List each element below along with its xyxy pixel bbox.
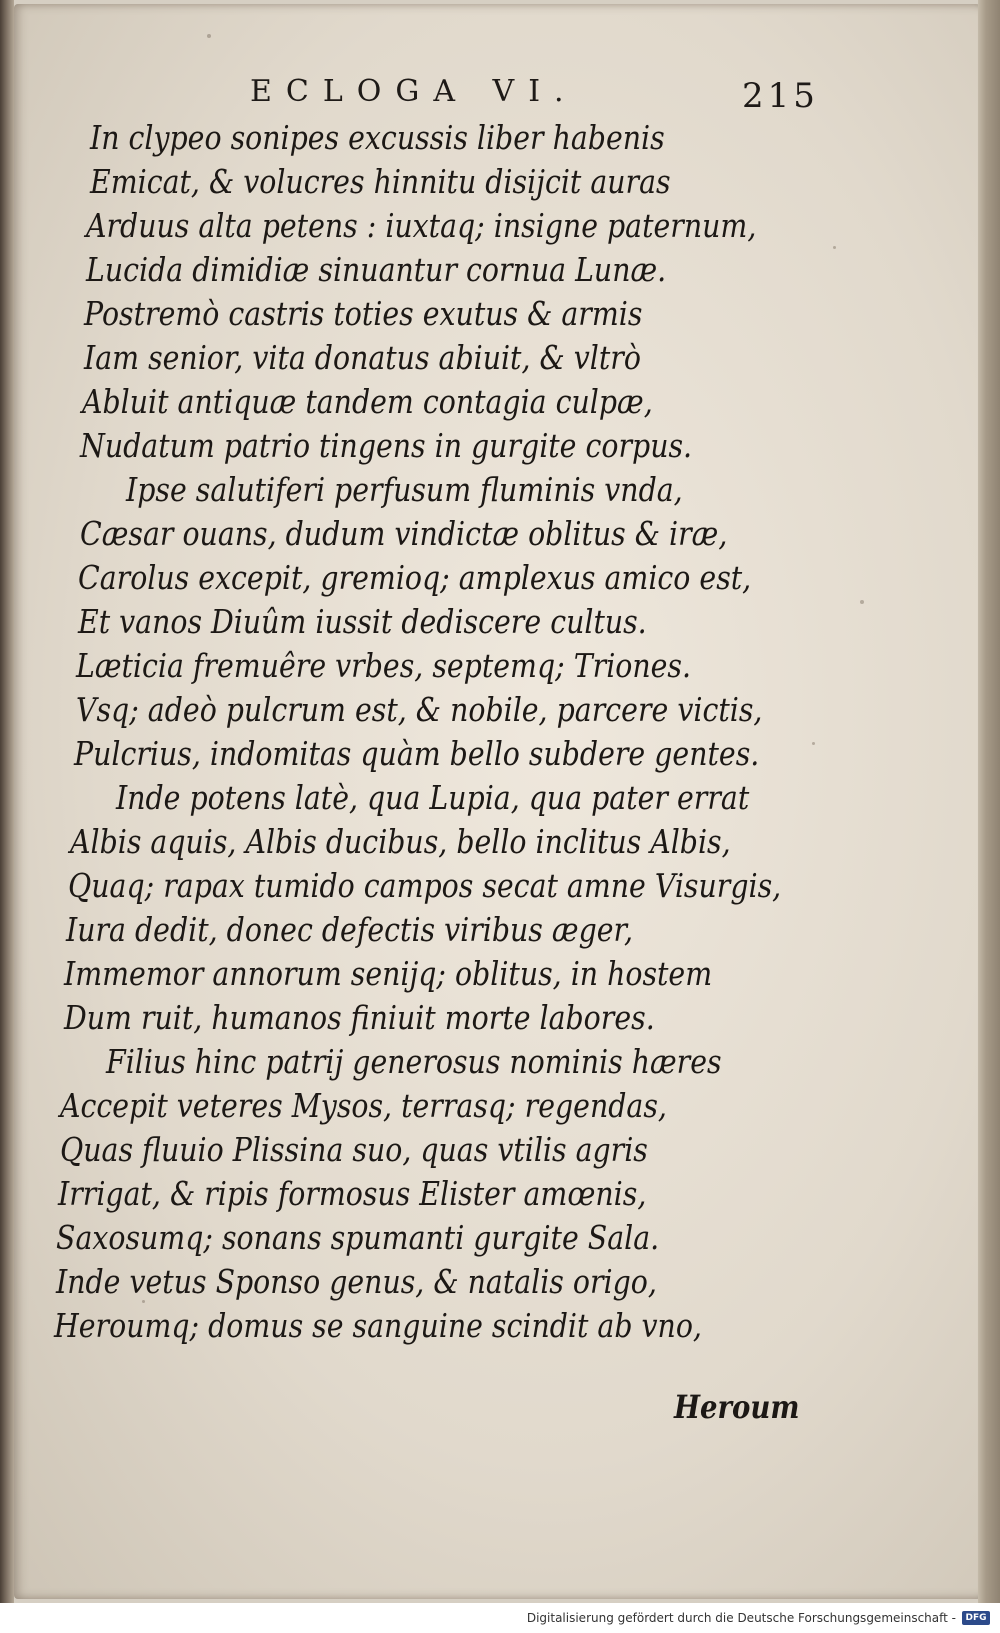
verse-line: Albis aquis, Albis ducibus, bello inclitus Albis,: [70, 822, 731, 861]
verse-line: Carolus excepit, gremioq; amplexus amico est,: [78, 558, 752, 597]
verse-line: Irrigat, & ripis formosus Elister amœnis,: [58, 1174, 647, 1213]
verse-line: Immemor annorum senijq; oblitus, in hostem: [64, 954, 713, 993]
verse-line: Cæsar ouans, dudum vindictæ oblitus & iræ,: [80, 514, 728, 553]
verse-line: In clypeo sonipes excussis liber habenis: [90, 118, 665, 157]
verse-line: Iura dedit, donec defectis viribus æger,: [66, 910, 634, 949]
verse-line: Accepit veteres Mysos, terrasq; regendas,: [60, 1086, 667, 1125]
verse-line: Lucida dimidiæ sinuantur cornua Lunæ.: [86, 250, 667, 289]
dfg-logo-text: DFG: [965, 1613, 987, 1623]
verse-line: Arduus alta petens : iuxtaq; insigne paternum,: [86, 206, 757, 245]
foxing-speck: [812, 742, 815, 745]
verse-line: Vsq; adeò pulcrum est, & nobile, parcere victis,: [76, 690, 763, 729]
verse-line: Heroumq; domus se sanguine scindit ab vno,: [54, 1306, 702, 1345]
verse-line: Filius hinc patrij generosus nominis hæres: [106, 1042, 722, 1081]
verse-line: Abluit antiquæ tandem contagia culpæ,: [82, 382, 653, 421]
page-number: 215: [742, 76, 819, 116]
verse-line: Et vanos Diuûm iussit dediscere cultus.: [78, 602, 647, 641]
foxing-speck: [207, 34, 211, 38]
verse-line: Quas fluuio Plissina suo, quas vtilis agris: [60, 1130, 648, 1169]
verse-line: Emicat, & volucres hinnitu disijcit auras: [90, 162, 671, 201]
verse-line: Læticia fremuêre vrbes, septemq; Triones.: [76, 646, 692, 685]
verse-line: Ipse salutiferi perfusum fluminis vnda,: [126, 470, 683, 509]
digitization-footer: [0, 1603, 1000, 1633]
verse-line: Iam senior, vita donatus abiuit, & vltrò: [84, 338, 641, 377]
funding-credit: Digitalisierung gefördert durch die Deutsche Forschungsgemeinschaft -: [526, 1611, 956, 1625]
page-fore-edge: [978, 0, 1000, 1603]
book-gutter: [0, 0, 14, 1603]
verse-line: Inde potens latè, qua Lupia, qua pater errat: [116, 778, 750, 817]
verse-line: Postremò castris toties exutus & armis: [84, 294, 643, 333]
foxing-speck: [860, 600, 864, 604]
verse-line: Dum ruit, humanos finiuit morte labores.: [64, 998, 655, 1037]
running-head: ECLOGA VI.: [250, 74, 578, 109]
catchword: Heroum: [674, 1388, 800, 1426]
verse-line: Saxosumq; sonans spumanti gurgite Sala.: [56, 1218, 660, 1257]
verse-line: Pulcrius, indomitas quàm bello subdere gentes.: [74, 734, 760, 773]
foxing-speck: [833, 246, 836, 249]
verse-line: Nudatum patrio tingens in gurgite corpus.: [80, 426, 693, 465]
verse-line: Quaq; rapax tumido campos secat amne Visurgis,: [68, 866, 782, 905]
dfg-logo-icon: [962, 1611, 990, 1625]
verse-line: Inde vetus Sponso genus, & natalis origo,: [56, 1262, 657, 1301]
